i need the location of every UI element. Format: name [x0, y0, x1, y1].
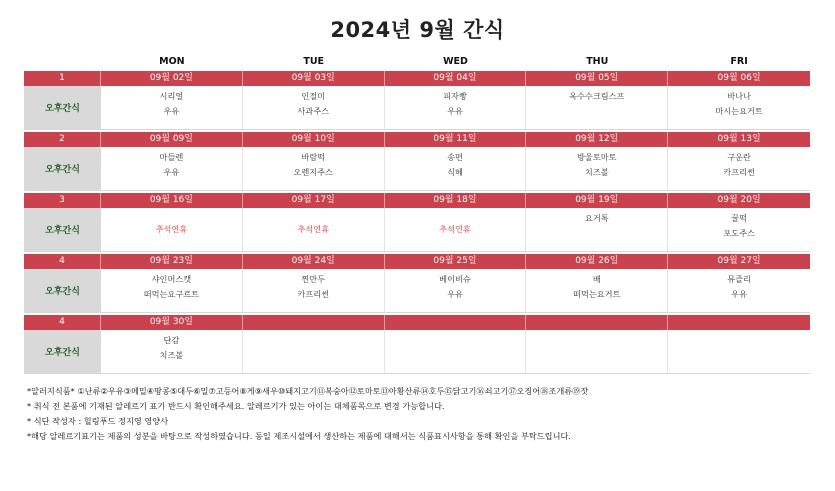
menu-cell [101, 208, 243, 251]
menu-item: 바나나 [727, 91, 751, 101]
week-menu-row [24, 269, 810, 313]
week-menu-row [24, 330, 810, 374]
menu-item: 마들렌 [159, 152, 184, 162]
week-menu-row [24, 208, 810, 252]
check-note: * 취식 전 본품에 기재된 알레르기 표기 반드시 확인해주세요. 알레르기가 있는 아이는 대체품목으로 변경 가능합니다. [27, 401, 445, 411]
week-date-row [24, 315, 810, 330]
menu-item: 카프리썬 [297, 289, 330, 299]
week-menu-row [24, 147, 810, 191]
day-tue: TUE [303, 56, 325, 67]
menu-cell [668, 147, 810, 190]
menu-item: 떠먹는요거트 [573, 289, 621, 299]
menu-item: 방울토마토 [577, 152, 617, 162]
menu-item: 바람떡 [301, 152, 326, 162]
menu-cell [101, 147, 243, 190]
week-row [24, 193, 810, 252]
week-number: 2 [24, 132, 101, 147]
week-date-row [24, 71, 810, 86]
week-date-row [24, 254, 810, 269]
menu-item: 치즈볼 [584, 167, 609, 177]
menu-cell [243, 147, 385, 190]
date-cell: 09월 27일 [717, 256, 761, 266]
week-menu-row [24, 86, 810, 130]
menu-item: 피자빵 [443, 91, 467, 101]
date-cell: 09월 30일 [101, 315, 243, 330]
date-cell: 09월 03일 [243, 71, 385, 86]
date-cell: 09월 20일 [717, 195, 761, 205]
date-cell [526, 315, 668, 330]
day-wed: WED [443, 56, 468, 67]
menu-cell [385, 86, 527, 129]
menu-cell [101, 269, 243, 312]
date-cell: 09월 05일 [526, 71, 668, 86]
menu-item: 베이비슈 [439, 274, 471, 284]
date-cell: 09월 02일 [101, 71, 243, 86]
menu-cell [668, 330, 810, 373]
notes [27, 384, 817, 444]
date-cell: 09월 12일 [526, 132, 668, 147]
menu-cell [243, 208, 385, 251]
menu-item: 옥수수크림스프 [569, 91, 625, 101]
menu-item: 우유 [163, 106, 180, 116]
week-date-row [24, 132, 810, 147]
date-cell [385, 315, 527, 330]
menu-item: 식혜 [447, 167, 463, 177]
menu-cell [526, 86, 668, 129]
menu-item: 배 [592, 274, 601, 284]
menu-cell [526, 269, 668, 312]
menu-item: 찐만두 [301, 274, 326, 284]
date-cell: 09월 09일 [101, 132, 243, 147]
label-note: *해당 알레르기표기는 제품의 성분을 바탕으로 작성하였습니다. 동일 제조시설에서 생산하는 제품에 대해서는 식품표시사항을 통해 확인을 부탁드립니다. [27, 431, 572, 441]
menu-item: 오렌지주스 [293, 167, 333, 177]
menu-cell [243, 86, 385, 129]
week-number: 4 [24, 254, 101, 269]
menu-item: 시리얼 [159, 91, 184, 101]
menu-item: 구운란 [727, 152, 751, 162]
menu-cell [526, 208, 668, 251]
menu-item: 뮤즐리 [727, 274, 751, 284]
menu-item: 송편 [447, 152, 463, 162]
menu-item: 사과주스 [297, 106, 330, 116]
author-note: * 식단 작성자 : 힐링푸드 정지영 영양사 [27, 416, 169, 426]
page-title: 2024년 9월 간식 [330, 18, 505, 42]
date-cell: 09월 23일 [101, 254, 243, 269]
week-row [24, 315, 810, 374]
meal-label: 오후간식 [24, 269, 101, 312]
date-cell: 09월 13일 [717, 134, 761, 144]
menu-cell [526, 330, 668, 373]
date-cell: 09월 26일 [526, 254, 668, 269]
menu-item: 포도주스 [723, 228, 755, 238]
date-cell: 09월 06일 [717, 73, 761, 83]
menu-item: 떠먹는요구르트 [143, 289, 200, 299]
menu-item: 샤인머스캣 [151, 274, 192, 284]
week-date-row [24, 193, 810, 208]
date-cell: 09월 25일 [385, 254, 527, 269]
week-number: 3 [24, 193, 101, 208]
date-cell: 09월 18일 [385, 193, 527, 208]
menu-cell [526, 147, 668, 190]
date-cell [243, 315, 385, 330]
menu-item: 우유 [731, 289, 747, 299]
menu-item: 인절미 [301, 91, 326, 101]
week-row [24, 132, 810, 191]
menu-item: 우유 [447, 289, 463, 299]
menu-cell [243, 269, 385, 312]
menu-item: 마시는요거트 [715, 106, 763, 116]
menu-item: 치즈볼 [159, 350, 184, 360]
menu-item: 카프리썬 [723, 167, 755, 177]
holiday-text: 추석연휴 [439, 224, 471, 234]
week-number: 1 [24, 71, 101, 86]
menu-cell [668, 269, 810, 312]
date-cell: 09월 24일 [243, 254, 385, 269]
menu-cell [385, 208, 527, 251]
meal-label: 오후간식 [24, 330, 101, 373]
menu-cell [243, 330, 385, 373]
meal-label: 오후간식 [24, 147, 101, 190]
day-mon: MON [159, 56, 185, 67]
holiday-text: 추석연휴 [297, 224, 330, 234]
menu-cell [668, 86, 810, 129]
menu-item: 꿀떡 [731, 213, 747, 223]
date-cell: 09월 16일 [101, 193, 243, 208]
menu-cell [101, 86, 243, 129]
menu-cell [668, 208, 810, 251]
menu-cell [385, 269, 527, 312]
menu-item: 요거톡 [584, 213, 609, 223]
date-cell: 09월 19일 [526, 193, 668, 208]
date-cell: 09월 10일 [243, 132, 385, 147]
week-row [24, 254, 810, 313]
snack-calendar [24, 71, 810, 376]
meal-label: 오후간식 [24, 208, 101, 251]
date-cell: 09월 11일 [385, 132, 527, 147]
week-row [24, 71, 810, 130]
menu-cell [385, 147, 527, 190]
allergy-note: *알러지식품* ①난류②우유③메밀④땅콩⑤대두⑥밀⑦고등어⑧게⑨새우⑩돼지고기⑪복숭아⑫토마토⑬아황산류⑭호두⑮닭고기⑯쇠고기⑰오징어⑱조개류⑲잣 [27, 386, 589, 396]
date-cell: 09월 17일 [243, 193, 385, 208]
menu-item: 우유 [447, 106, 463, 116]
date-cell: 09월 04일 [385, 71, 527, 86]
date-cell [668, 315, 810, 330]
day-fri: FRI [730, 56, 748, 67]
day-thu: THU [586, 56, 609, 67]
week-number: 4 [24, 315, 101, 330]
menu-cell [385, 330, 527, 373]
holiday-text: 추석연휴 [155, 224, 188, 234]
meal-label: 오후간식 [24, 86, 101, 129]
weekday-header [101, 56, 810, 67]
menu-cell [101, 330, 243, 373]
menu-item: 단감 [163, 335, 180, 345]
menu-item: 우유 [163, 167, 180, 177]
